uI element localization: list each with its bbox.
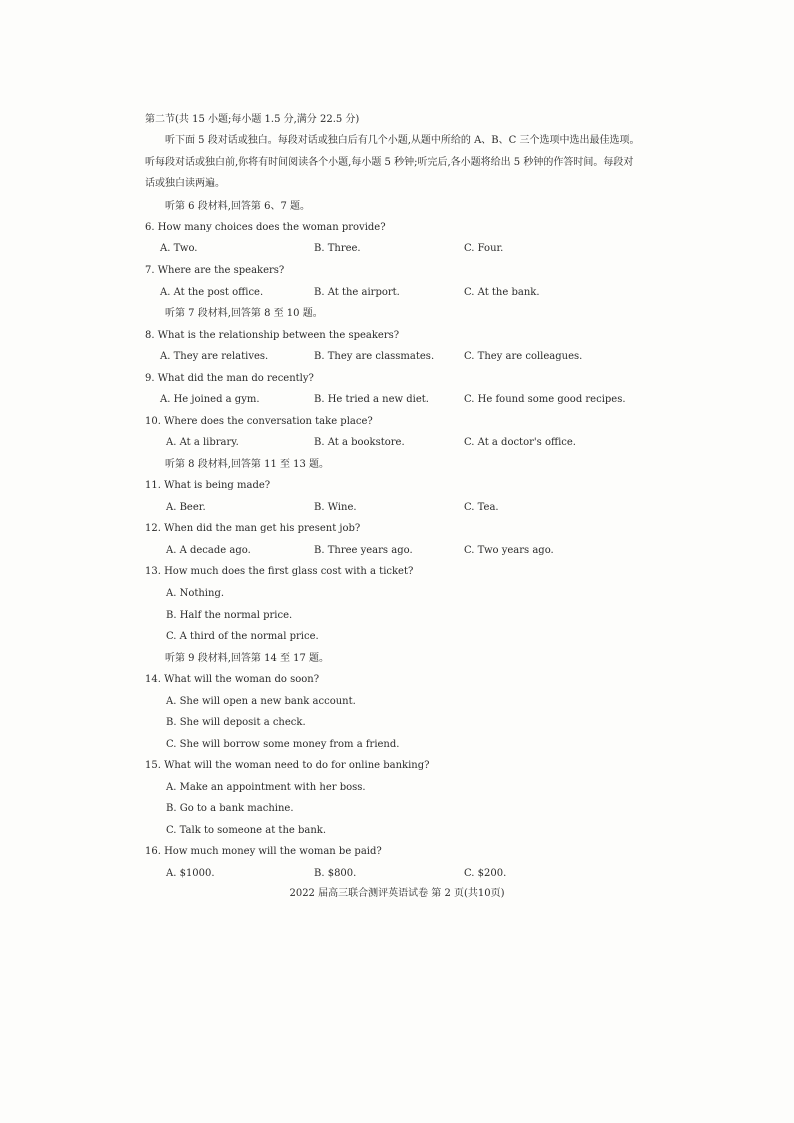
q11-option-a: A. Beer. (166, 502, 206, 513)
q15-option-a: A. Make an appointment with her boss. (166, 782, 366, 793)
q15-option-c: C. Talk to someone at the bank. (166, 825, 327, 836)
q8-option-b: B. They are classmates. (314, 351, 435, 362)
q9-option-a: A. He joined a gym. (160, 394, 260, 405)
q6-option-a: A. Two. (160, 243, 198, 254)
material-9-instruction: 听第 9 段材料,回答第 14 至 17 题。 (165, 653, 330, 664)
question-9: 9. What did the man do recently? (145, 373, 314, 384)
q7-option-b: B. At the airport. (314, 287, 400, 298)
q9-option-c: C. He found some good recipes. (464, 394, 626, 405)
q16-option-a: A. $1000. (166, 868, 215, 879)
q15-option-b: B. Go to a bank machine. (166, 803, 294, 814)
q9-option-b: B. He tried a new diet. (314, 394, 429, 405)
q14-option-a: A. She will open a new bank account. (166, 696, 356, 707)
q13-option-a: A. Nothing. (166, 588, 225, 599)
q11-option-c: C. Tea. (464, 502, 499, 513)
q13-option-b: B. Half the normal price. (166, 610, 293, 621)
page-footer: 2022 届高三联合测评英语试卷 第 2 页(共10页) (289, 888, 505, 899)
q7-option-c: C. At the bank. (464, 287, 540, 298)
material-8-instruction: 听第 8 段材料,回答第 11 至 13 题。 (165, 459, 330, 470)
question-6: 6. How many choices does the woman provide? (145, 222, 386, 233)
q16-option-b: B. $800. (314, 868, 357, 879)
question-13: 13. How much does the first glass cost with a ticket? (145, 566, 414, 577)
q6-option-b: B. Three. (314, 243, 361, 254)
question-11: 11. What is being made? (145, 480, 271, 491)
q7-option-a: A. At the post office. (160, 287, 264, 298)
q6-option-c: C. Four. (464, 243, 504, 254)
question-10: 10. Where does the conversation take place? (145, 416, 373, 427)
question-7: 7. Where are the speakers? (145, 265, 285, 276)
section-header: 第二节(共 15 小题;每小题 1.5 分,满分 22.5 分) (145, 114, 360, 125)
q10-option-c: C. At a doctor's office. (464, 437, 576, 448)
question-8: 8. What is the relationship between the speakers? (145, 330, 400, 341)
question-14: 14. What will the woman do soon? (145, 674, 320, 685)
question-12: 12. When did the man get his present job? (145, 523, 361, 534)
q8-option-c: C. They are colleagues. (464, 351, 583, 362)
q14-option-b: B. She will deposit a check. (166, 717, 306, 728)
question-15: 15. What will the woman need to do for online banking? (145, 760, 430, 771)
q8-option-a: A. They are relatives. (160, 351, 269, 362)
q10-option-a: A. At a library. (166, 437, 239, 448)
q11-option-b: B. Wine. (314, 502, 357, 513)
question-16: 16. How much money will the woman be paid? (145, 846, 382, 857)
q13-option-c: C. A third of the normal price. (166, 631, 319, 642)
q14-option-c: C. She will borrow some money from a friend. (166, 739, 400, 750)
q12-option-a: A. A decade ago. (166, 545, 251, 556)
q16-option-c: C. $200. (464, 868, 507, 879)
material-7-instruction: 听第 7 段材料,回答第 8 至 10 题。 (165, 308, 323, 319)
q12-option-b: B. Three years ago. (314, 545, 413, 556)
q10-option-b: B. At a bookstore. (314, 437, 405, 448)
q12-option-c: C. Two years ago. (464, 545, 554, 556)
instructions: 听下面 5 段对话或独白。每段对话或独白后有几个小题,从题中所给的 A、B、C 三个选项中选出最佳选项。听每段对话或独白前,你将有时间阅读各个小题,每小题 5 秒钟;听完后,各小题将给出 5 秒钟的作答时间。每段对话或独白读两遍。 (145, 135, 640, 189)
material-6-instruction: 听第 6 段材料,回答第 6、7 题。 (165, 201, 310, 212)
